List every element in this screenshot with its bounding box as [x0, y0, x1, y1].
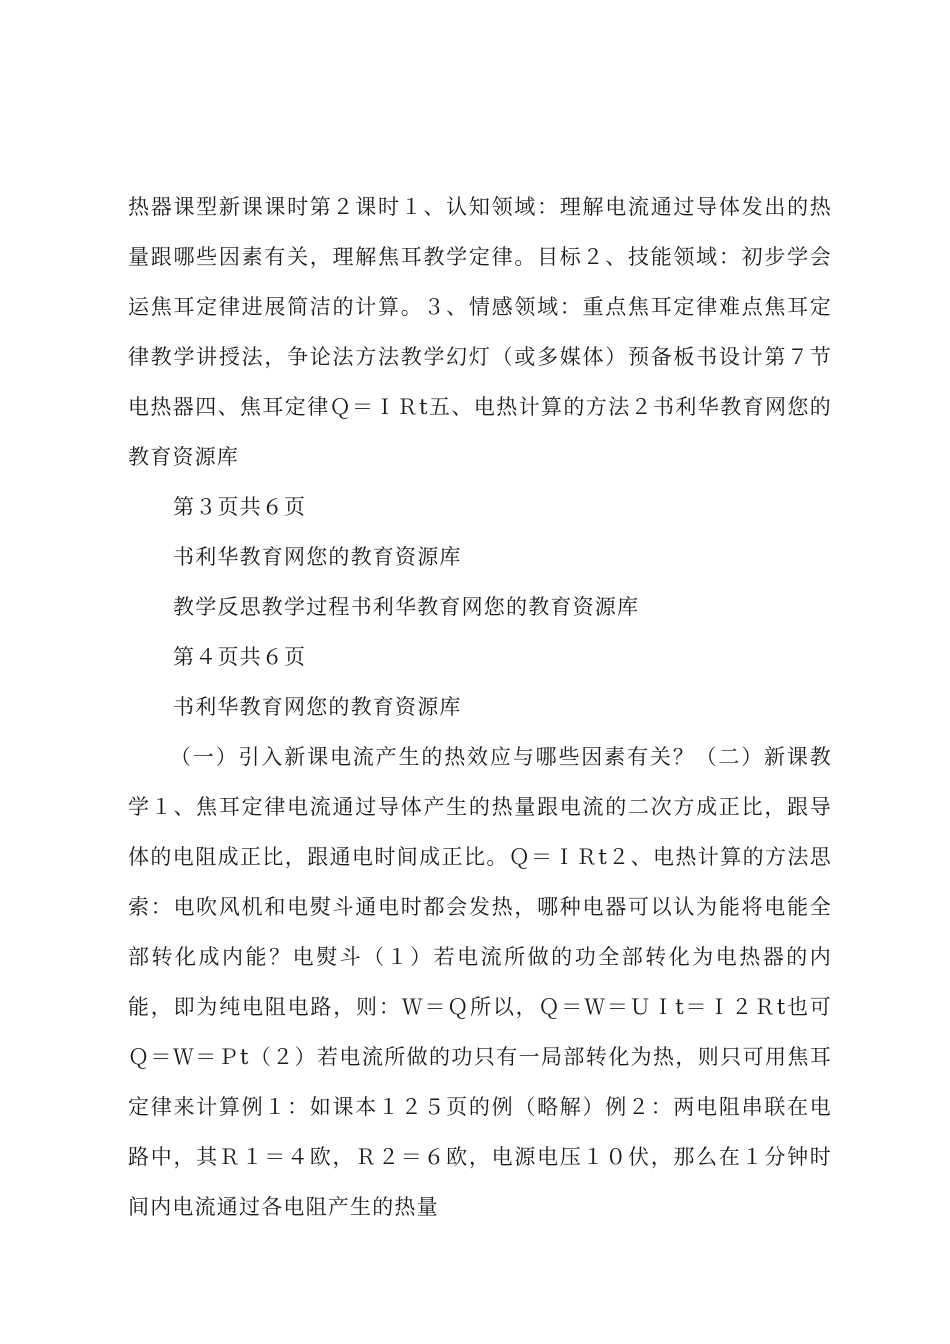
page-marker-3-of-6: 第３页共６页: [173, 495, 307, 519]
paragraph-lesson-overview: 热器课型新课课时第２课时１、认知领域：理解电流通过导体发出的热量跟哪些因素有关，理解焦耳教学定律。目标２、技能领域：初步学会运焦耳定律进展简洁的计算。３、情感领域：重点焦耳定律难点焦耳定律教学讲授法，争论法方法教学幻灯（或多媒体）预备板书设计第７节电热器四、焦耳定律Ｑ＝ＩＲt五、电热计算的方法２书利华教育网您的教育资源库: [128, 195, 832, 469]
reflection-heading-line: 教学反思教学过程书利华教育网您的教育资源库: [173, 595, 640, 619]
site-footer-line-2: 书利华教育网您的教育资源库: [173, 695, 462, 719]
site-footer-line: 书利华教育网您的教育资源库: [173, 545, 462, 569]
paragraph-teaching-process: （一）引入新课电流产生的热效应与哪些因素有关？（二）新课教学１、焦耳定律电流通过导体产生的热量跟电流的二次方成正比，跟导体的电阻成正比，跟通电时间成正比。Ｑ＝ＩＲt２、电热计算的方法思索：电吹风机和电熨斗通电时都会发热，哪种电器可以认为能将电能全部转化成内能？电熨斗（１）若电流所做的功全部转化为电热器的内能，即为纯电阻电路，则：Ｗ＝Ｑ所以，Ｑ＝Ｗ＝ＵＩt＝Ｉ２Ｒt也可Ｑ＝Ｗ＝Ｐt（２）若电流所做的功只有一局部转化为热，则只可用焦耳定律来计算例１：如课本１２５页的例（略解）例２：两电阻串联在电路中，其Ｒ１＝４欧，Ｒ２＝６欧，电源电压１０伏，那么在１分钟时间内电流通过各电阻产生的热量: [128, 745, 832, 1219]
page-marker-4-of-6: 第４页共６页: [173, 645, 307, 669]
